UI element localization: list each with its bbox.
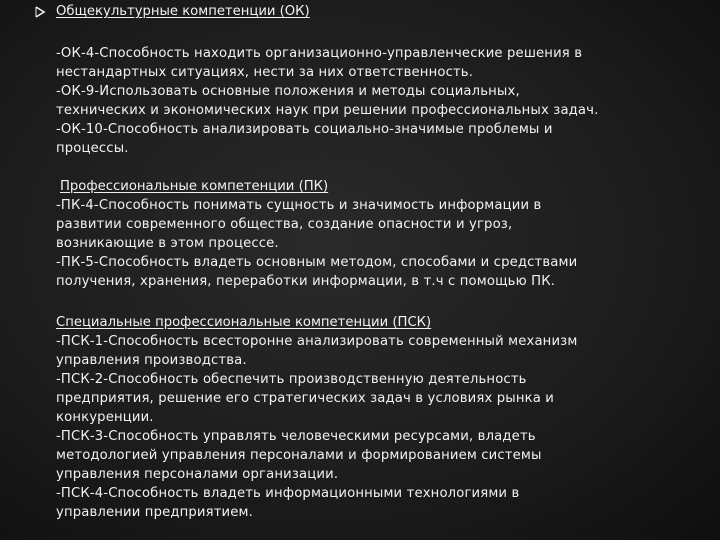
pk-line: получения, хранения, переработки информации, в т.ч с помощью ПК. xyxy=(56,274,556,289)
psk-line: методологией управления персоналами и формированием системы xyxy=(56,448,542,463)
psk-line: управления производства. xyxy=(56,353,247,368)
psk-line: управления персоналами организации. xyxy=(56,467,339,482)
psk-line: -ПСК-1-Способность всесторонне анализировать современный механизм xyxy=(56,334,578,349)
psk-list xyxy=(56,332,716,522)
ok-line: -ОК-4-Способность находить организационно-управленческие решения в xyxy=(56,46,583,61)
pk-line: -ПК-5-Способность владеть основным методом, способами и средствами xyxy=(56,255,578,270)
psk-line: конкуренции. xyxy=(56,410,154,425)
psk-heading: Специальные профессиональные компетенции (ПСК) xyxy=(56,315,432,330)
psk-line: -ПСК-3-Способность управлять человеческими ресурсами, владеть xyxy=(56,429,536,444)
ok-line: -ОК-10-Способность анализировать социально-значимые проблемы и xyxy=(56,122,553,137)
ok-line: нестандартных ситуациях, нести за них ответственность. xyxy=(56,65,474,80)
ok-line: технических и экономических наук при решении профессиональных задач. xyxy=(56,103,599,118)
pk-line: возникающие в этом процессе. xyxy=(56,236,279,251)
ok-list xyxy=(56,44,716,158)
ok-heading: Общекультурные компетенции (ОК) xyxy=(56,4,310,19)
psk-line: -ПСК-2-Способность обеспечить производственную деятельность xyxy=(56,372,527,387)
psk-line: управлении предприятием. xyxy=(56,505,253,520)
pk-line: -ПК-4-Способность понимать сущность и значимость информации в xyxy=(56,198,542,213)
pk-line: развитии современного общества, создание опасности и угроз, xyxy=(56,217,513,232)
pk-list xyxy=(56,196,716,291)
arrow-bullet-icon xyxy=(34,6,46,18)
ok-line: процессы. xyxy=(56,141,129,156)
psk-line: предприятия, решение его стратегических задач в условиях рынка и xyxy=(56,391,555,406)
pk-heading: Профессиональные компетенции (ПК) xyxy=(60,179,329,194)
ok-line: -ОК-9-Использовать основные положения и методы социальных, xyxy=(56,84,520,99)
psk-line: -ПСК-4-Способность владеть информационными технологиями в xyxy=(56,486,520,501)
